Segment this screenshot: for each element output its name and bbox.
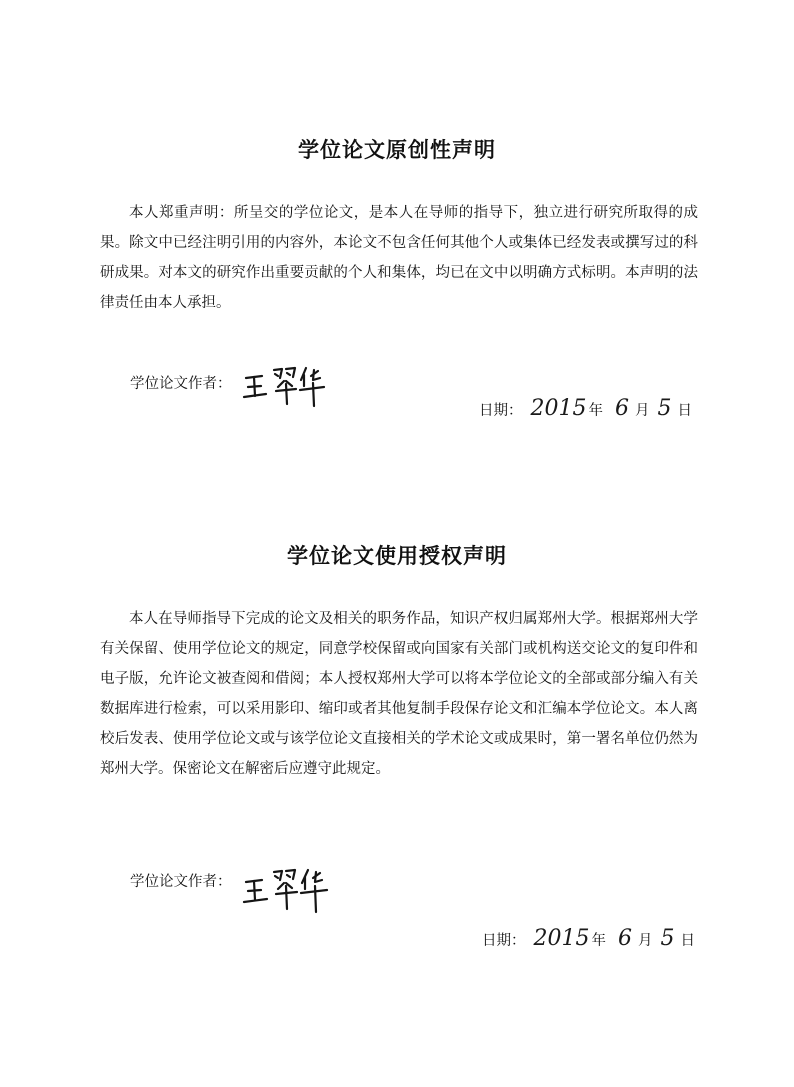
- originality-date-year: 2015: [530, 396, 587, 421]
- authorization-body: 本人在导师指导下完成的论文及相关的职务作品，知识产权归属郑州大学。根据郑州大学有关保留、使用学位论文的规定，同意学校保留或向国家有关部门或机构送交论文的复印件和电子版，允许论文被查阅和借阅；本人授权郑州大学可以将本学位论文的全部或部分编入有关数据库进行检索，可以采用影印、缩印或者其他复制手段保存论文和汇编本学位论文。本人离校后发表、使用学位论文或与该学位论文直接相关的学术论文或成果时，第一署名单位仍然为郑州大学。保密论文在解密后应遵守此规定。: [100, 611, 698, 777]
- originality-body: 本人郑重声明：所呈交的学位论文，是本人在导师的指导下，独立进行研究所取得的成果。除文中已经注明引用的内容外，本论文不包含任何其他个人或集体已经发表或撰写过的科研成果。对本文的研究作出重要贡献的个人和集体，均已在文中以明确方式标明。本声明的法律责任由本人承担。: [100, 205, 698, 311]
- authorization-signature: [240, 862, 336, 918]
- authorization-month-char: 月: [638, 933, 653, 949]
- authorization-title: 学位论文使用授权声明: [287, 544, 507, 568]
- authorization-date: [482, 928, 695, 950]
- originality-month-char: 月: [635, 403, 650, 419]
- originality-signature: [240, 362, 332, 412]
- originality-date-day: 5: [657, 396, 672, 421]
- authorization-author-label: 学位论文作者：: [130, 874, 232, 890]
- originality-year-char: 年: [588, 403, 603, 419]
- originality-date: [479, 398, 692, 420]
- authorization-day-char: 日: [680, 933, 695, 949]
- authorization-year-char: 年: [591, 933, 606, 949]
- originality-title: 学位论文原创性声明: [298, 138, 496, 162]
- originality-day-char: 日: [677, 403, 692, 419]
- authorization-date-year: 2015: [533, 926, 590, 951]
- authorization-date-day: 5: [660, 926, 675, 951]
- authorization-date-label: 日期：: [482, 933, 526, 949]
- authorization-date-month: 6: [618, 926, 632, 951]
- originality-date-label: 日期：: [479, 403, 523, 419]
- originality-author-label: 学位论文作者：: [130, 376, 232, 392]
- originality-date-month: 6: [615, 396, 629, 421]
